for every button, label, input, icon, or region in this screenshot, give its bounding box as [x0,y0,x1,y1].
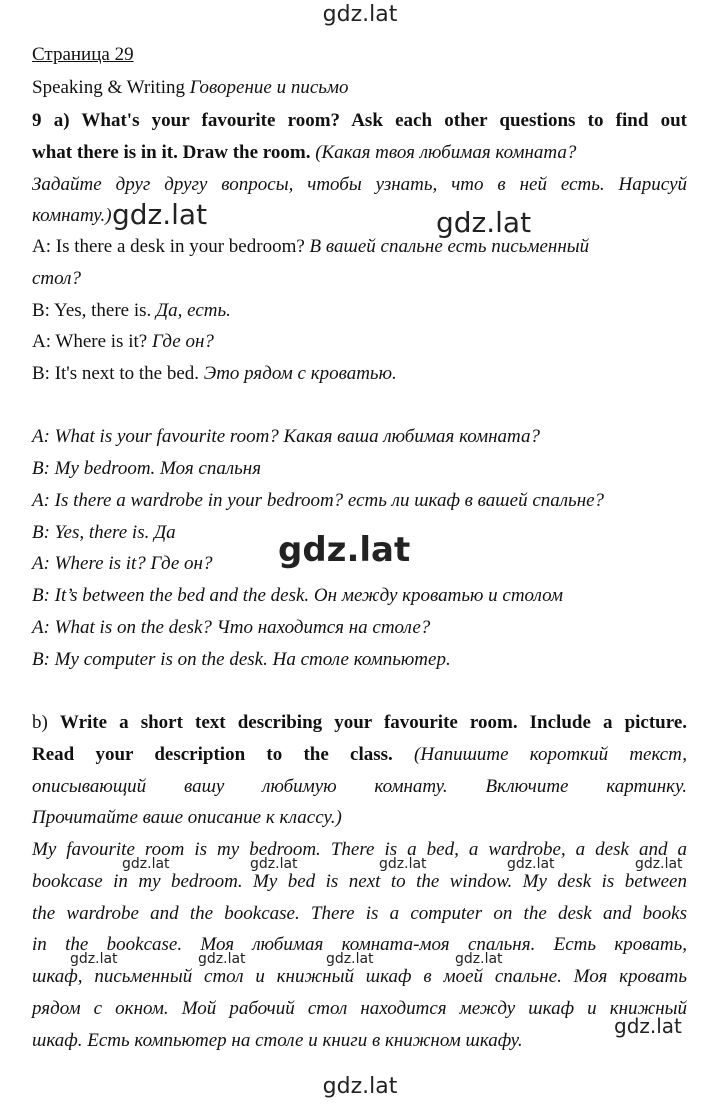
watermark-small: gdz.lat [250,856,298,872]
answer-a-line: A: What is on the desk? Что находится на столе? [32,617,431,638]
watermark-right: gdz.lat [436,206,532,239]
watermark-left: gdz.lat [112,198,208,231]
answer-b-line: My favourite room is my bedroom. There is a bed, a wardrobe, a desk and a [32,839,687,860]
task-b-bold-2: Read your description to the class. [32,744,393,765]
task-b-line-1 [32,710,687,736]
section-en: Speaking & Writing [32,77,185,98]
section-ru: Говорение и письмо [189,77,349,98]
task-a-line-2 [32,140,687,166]
task-a-line-4: комнату.) [32,205,112,226]
watermark-small: gdz.lat [326,951,374,967]
watermark-small: gdz.lat [379,856,427,872]
task-b-bold-1: Write a short text describing your favourite room. Include a picture. [59,712,688,733]
answer-a-line: A: Where is it? Где он? [32,553,213,574]
task-b-line-3: описывающий вашу любимую комнату. Включите картинку. [32,776,687,797]
task-b-line-4: Прочитайте ваше описание к классу.) [32,807,342,828]
example-line-4 [32,329,687,355]
answer-a-line: B: My computer is on the desk. На столе компьютер. [32,649,451,670]
watermark-small: gdz.lat [455,951,503,967]
example-en: A: Is there a desk in your bedroom? [32,236,305,257]
answer-a-line: B: It’s between the bed and the desk. Он между кроватью и столом [32,585,563,606]
answer-b-line: шкаф, письменный стол и книжный шкаф в моей спальне. Моя кровать [32,966,687,987]
example-en: B: It's next to the bed. [32,363,200,384]
task-b-italic: (Напишите короткий текст, [414,744,688,765]
example-en: B: Yes, there is. [32,300,152,321]
watermark-corner: gdz.lat [614,1014,682,1038]
example-line-5 [32,361,687,387]
answer-a-line: A: What is your favourite room? Какая ваша любимая комната? [32,426,541,447]
section-heading [32,75,349,101]
task-b-label: b) [32,712,48,733]
answer-b-line: bookcase in my bedroom. My bed is next to the window. My desk is between [32,871,687,892]
answer-b-line: шкаф. Есть компьютер на столе и книги в книжном шкафу. [32,1030,523,1051]
answer-b-line: рядом с окном. Мой рабочий стол находится между шкаф и книжный [32,998,687,1019]
watermark-small: gdz.lat [122,856,170,872]
watermark-bottom: gdz.lat [322,1074,398,1099]
answer-a-line: B: Yes, there is. Да [32,522,176,543]
task-b-line-2 [32,742,687,768]
watermark-center: gdz.lat [278,530,411,570]
task-a-line-1: 9 a) What's your favourite room? Ask each other questions to find out [32,110,687,131]
example-ru: Где он? [151,331,214,352]
task-a-italic: (Какая твоя любимая комната? [315,142,577,163]
answer-b-line: the wardrobe and the bookcase. There is a computer on the desk and books [32,903,687,924]
page-title: Страница 29 [32,44,134,65]
answer-a-line: B: My bedroom. Моя спальня [32,458,262,479]
task-a-bold: what there is in it. Draw the room. [32,142,311,163]
watermark-small: gdz.lat [507,856,555,872]
example-line-2: стол? [32,268,81,289]
example-ru: Это рядом с кроватью. [203,363,397,384]
answer-a-line: A: Is there a wardrobe in your bedroom? есть ли шкаф в вашей спальне? [32,490,605,511]
example-line-3 [32,298,687,324]
watermark-small: gdz.lat [635,856,683,872]
watermark-small: gdz.lat [70,951,118,967]
answer-b-line: in the bookcase. Моя любимая комната-моя спальня. Есть кровать, [32,934,687,955]
watermark-small: gdz.lat [198,951,246,967]
example-en: A: Where is it? [32,331,148,352]
watermark-top: gdz.lat [322,2,398,27]
example-line-1 [32,234,687,260]
example-ru: Да, есть. [156,300,231,321]
example-ru: В вашей спальне есть письменный [309,236,590,257]
task-a-line-3: Задайте друг другу вопросы, чтобы узнать, что в ней есть. Нарисуй [32,174,687,195]
